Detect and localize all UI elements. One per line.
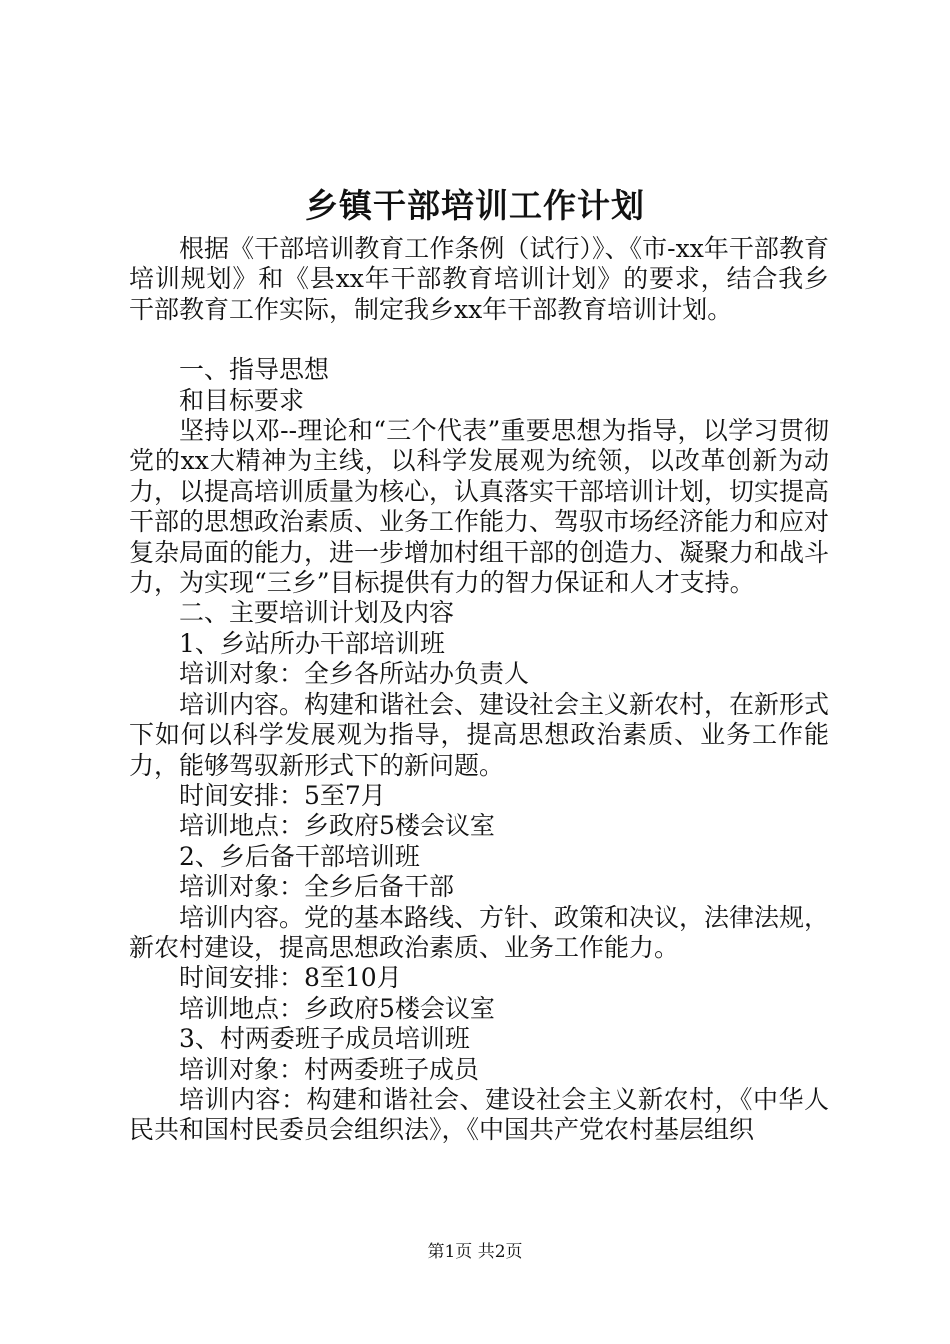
course-2-target: 培训对象：全乡后备干部 — [179, 872, 455, 902]
section-heading-2: 二、主要培训计划及内容 — [179, 598, 455, 628]
course-1-title: 1、乡站所办干部培训班 — [179, 628, 445, 658]
course-1-location: 培训地点：乡政府5楼会议室 — [179, 811, 495, 841]
course-3-title: 3、村两委班子成员培训班 — [179, 1024, 470, 1054]
course-1-schedule: 时间安排：5至7月 — [179, 780, 386, 810]
course-1-target: 培训对象：全乡各所站办负责人 — [179, 659, 530, 689]
course-1-content: 培训内容。构建和谐社会、建设社会主义新农村，在新形式下如何以科学发展观为指导，提高思想政治素质、业务工作能力，能够驾驭新形式下的新问题。 — [129, 689, 830, 780]
course-3-content: 培训内容：构建和谐社会、建设社会主义新农村，《中华人民共和国村民委员会组织法》，《中国共产党农村基层组织 — [129, 1084, 829, 1145]
course-3-target: 培训对象：村两委班子成员 — [179, 1054, 480, 1084]
course-2-location: 培训地点：乡政府5楼会议室 — [179, 993, 495, 1023]
document-body — [129, 234, 829, 1146]
section-heading-1-cont: 和目标要求 — [179, 385, 305, 415]
guiding-principles-paragraph: 坚持以邓--理论和“三个代表”重要思想为指导，以学习贯彻党的xx大精神为主线，以科学发展观为统领，以改革创新为动力，以提高培训质量为核心，认真落实干部培训计划，切实提高干部的思想政治素质、业务工作能力、驾驭市场经济能力和应对复杂局面的能力，进一步增加村组干部的创造力、凝聚力和战斗力，为实现“三乡”目标提供有力的智力保证和人才支持。 — [129, 416, 830, 598]
course-2-content: 培训内容。党的基本路线、方针、政策和决议，法律法规，新农村建设，提高思想政治素质、业务工作能力。 — [129, 902, 830, 962]
page-number-footer: 第1页 共2页 — [427, 1242, 523, 1262]
course-2-schedule: 时间安排：8至10月 — [179, 963, 402, 993]
intro-paragraph: 根据《干部培训教育工作条例（试行）》、《市-xx年干部教育培训规划》和《县xx年干部教育培训计划》的要求，结合我乡干部教育工作实际，制定我乡xx年干部教育培训计划。 — [129, 234, 829, 324]
course-2-title: 2、乡后备干部培训班 — [179, 841, 420, 871]
document-title: 乡镇干部培训工作计划 — [305, 186, 645, 225]
section-heading-1: 一、指导思想 — [179, 355, 330, 385]
